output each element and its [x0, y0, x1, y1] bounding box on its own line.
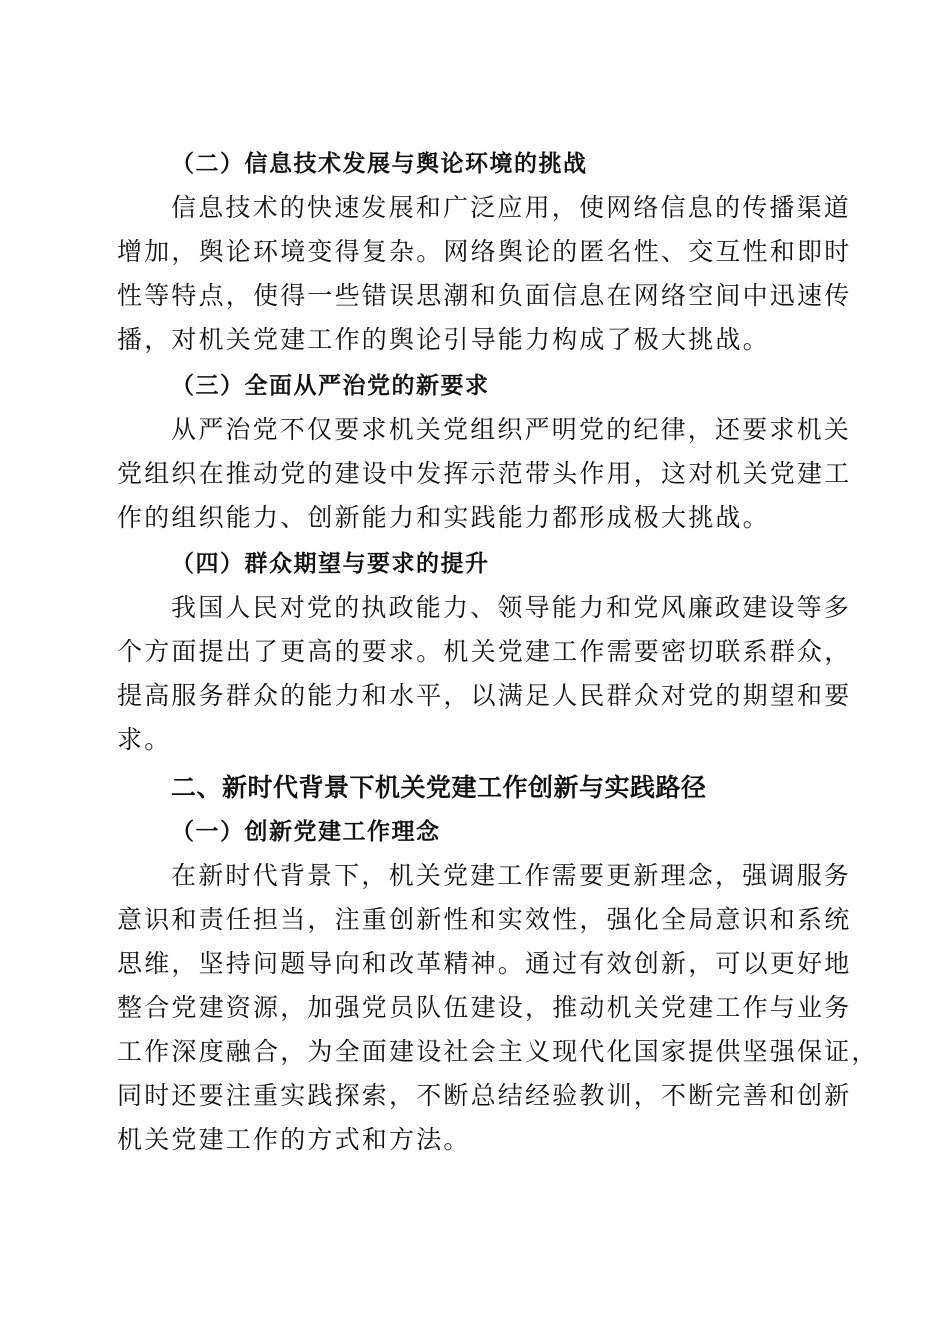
paragraph-innovation-concept	[117, 854, 879, 1162]
subheading-innovation-concept: （一）创新党建工作理念	[171, 818, 441, 845]
subheading-information-technology: （二）信息技术发展与舆论环境的挑战	[171, 150, 588, 177]
paragraph-line: 信息技术的快速发展和广泛应用，使网络信息的传播渠道	[171, 193, 852, 222]
paragraph-line: 作的组织能力、创新能力和实践能力都形成极大挑战。	[117, 503, 770, 532]
paragraph-line: 个方面提出了更高的要求。机关党建工作需要密切联系群众，	[117, 637, 852, 666]
paragraph-information-technology	[117, 186, 852, 362]
subheading-strict-governance: （三）全面从严治党的新要求	[171, 372, 490, 399]
paragraph-line: 增加，舆论环境变得复杂。网络舆论的匿名性、交互性和即时	[117, 237, 852, 266]
paragraph-line: 性等特点，使得一些错误思潮和负面信息在网络空间中迅速传	[117, 281, 852, 310]
paragraph-line: 求。	[117, 725, 172, 754]
paragraph-line: 思维，坚持问题导向和改革精神。通过有效创新，可以更好地	[117, 949, 852, 978]
paragraph-line: 从严治党不仅要求机关党组织严明党的纪律，还要求机关	[171, 415, 852, 444]
paragraph-line: 提高服务群众的能力和水平，以满足人民群众对党的期望和要	[117, 681, 852, 710]
section-heading-innovation-paths: 二、新时代背景下机关党建工作创新与实践路径	[171, 773, 707, 802]
paragraph-line: 播，对机关党建工作的舆论引导能力构成了极大挑战。	[117, 325, 770, 354]
paragraph-line: 我国人民对党的执政能力、领导能力和党风廉政建设等多	[171, 593, 852, 622]
paragraph-strict-governance	[117, 408, 852, 540]
paragraph-line: 工作深度融合，为全面建设社会主义现代化国家提供坚强保证，	[117, 1037, 879, 1066]
paragraph-line: 整合党建资源，加强党员队伍建设，推动机关党建工作与业务	[117, 993, 852, 1022]
paragraph-public-expectations	[117, 586, 852, 762]
paragraph-line: 同时还要注重实践探索，不断总结经验教训，不断完善和创新	[117, 1081, 852, 1110]
paragraph-line: 党组织在推动党的建设中发挥示范带头作用，这对机关党建工	[117, 459, 852, 488]
paragraph-line: 在新时代背景下，机关党建工作需要更新理念，强调服务	[171, 861, 852, 890]
paragraph-line: 意识和责任担当，注重创新性和实效性，强化全局意识和系统	[117, 905, 852, 934]
paragraph-line: 机关党建工作的方式和方法。	[117, 1125, 471, 1154]
subheading-public-expectations: （四）群众期望与要求的提升	[171, 550, 490, 577]
